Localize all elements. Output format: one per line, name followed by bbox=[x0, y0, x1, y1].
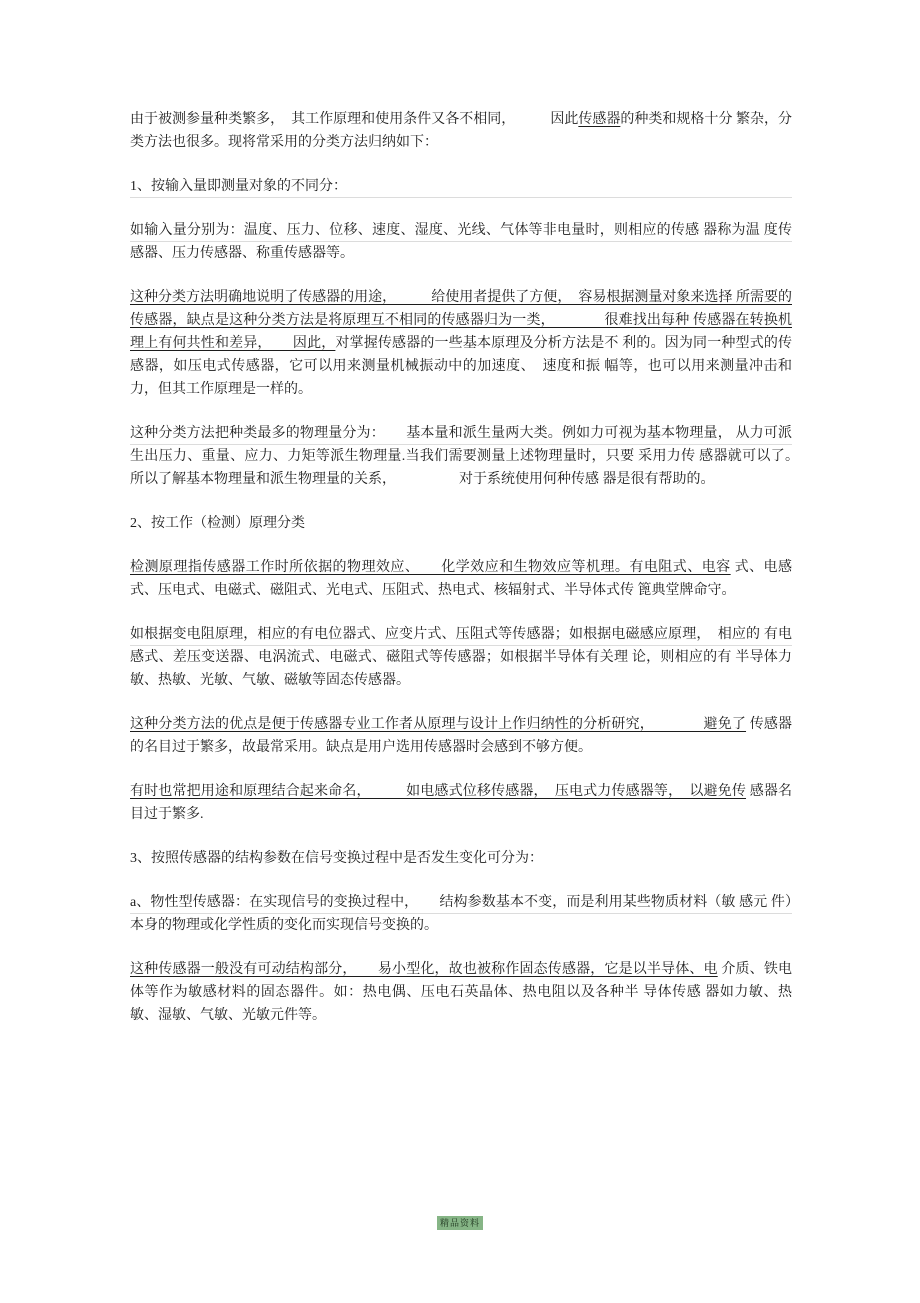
section-heading bbox=[130, 847, 792, 870]
text-run: 如根据变电阻原理，相应的有电位器式、应变片式、压阻式等传感器；如根据电磁感应原理， 相应的 有电感式、差压变送器、电涡流式、电磁式、磁阻式等传感器；如根据半导体有关理 论，则相应的有 半导体力敏、热敏、光敏、气敏、磁敏等固态传感器。 bbox=[130, 627, 792, 688]
underlined-text-run: 这种分类方法明确地说明了传感器的用途， 给使用者提供了方便， 容易根据测量对象来选择 所需要的传感器，缺点是这种分类方法是将原理互不相同的传感器归为一类， 很难找出每种 传感器在转换机理上有何共性和差异， 因此， bbox=[130, 290, 792, 351]
section-heading bbox=[130, 175, 792, 198]
text-run: 式、电感式、压电式、电磁式、磁阻式、光电式、压阻式、热电式、核辐射式、半导体式传 篦典堂牌命守。 bbox=[130, 560, 793, 598]
paragraph bbox=[130, 556, 792, 602]
paragraph bbox=[130, 108, 792, 154]
paragraph bbox=[130, 286, 792, 401]
paragraph bbox=[130, 958, 792, 1027]
paragraph bbox=[130, 713, 792, 759]
text-run: 2、按工作（检测）原理分类 bbox=[130, 516, 305, 531]
text-run: 由于被测参量种类繁多， 其工作原理和使用条件又各不相同， 因此 bbox=[130, 112, 579, 127]
page-footer bbox=[0, 1213, 920, 1231]
text-run: 的种类和规格十分 繁杂，分类方法也很多。现将常采用的分类方法归纳如下： bbox=[130, 112, 792, 150]
paragraph bbox=[130, 780, 792, 826]
document-body bbox=[130, 108, 806, 1048]
underlined-text-run: 这种分类方法的优点是便于传感器专业工作者从原理与设计上作归纳性的分析研究， 避免了 bbox=[130, 717, 747, 732]
text-run: 传感器的名目过于繁多，故最常采用。缺点是用户选用传感器时会感到不够方便。 bbox=[130, 717, 793, 755]
paragraph bbox=[130, 219, 792, 265]
text-run: 3、按照传感器的结构参数在信号变换过程中是否发生变化可分为： bbox=[130, 851, 543, 866]
text-run: 1、按输入量即测量对象的不同分： bbox=[130, 179, 347, 194]
text-run: a、物性型传感器：在实现信号的变换过程中， 结构参数基本不变，而是利用某些物质材料（敏 感元 件）本身的物理或化学性质的变化而实现信号变换的。 bbox=[130, 895, 792, 933]
text-run: 这种分类方法把种类最多的物理量分为： 基本量和派生量两大类。例如力可视为基本物理量， 从力可派生出压力、重量、应力、力矩等派生物理量.当我们需要测量上述物理量时，只要 采用力传 感器就可以了。 所以了解基本物理量和派生物理量的关系， 对于系统使用何种传感 器是很有帮助的。 bbox=[130, 426, 806, 487]
text-run: 如输入量分别为：温度、压力、位移、速度、湿度、光线、气体等非电量时，则相应的传感 器称为温 度传感器、压力传感器、称重传感器等。 bbox=[130, 223, 792, 261]
text-run: 感器名目过于繁多. bbox=[130, 784, 792, 822]
paragraph bbox=[130, 623, 792, 692]
underlined-text-run: 这种传感器一般没有可动结构部分， 易小型化，故也被称作固态传感器，它是以半导体、电 bbox=[130, 962, 718, 977]
underlined-text-run: 检测原理指传感器工作时所依据的物理效应、 化学效应和生物效应等机理。有电阻式、电容 bbox=[130, 560, 731, 575]
paragraph bbox=[130, 422, 806, 491]
underlined-text-run: 有时也常把用途和原理结合起来命名， 如电感式位移传感器， 压电式力传感器等， 以避免传 bbox=[130, 784, 747, 799]
underlined-text-run: 传感器 bbox=[578, 112, 621, 127]
paragraph bbox=[130, 891, 792, 937]
watermark-badge: 精品资料 bbox=[437, 1216, 483, 1230]
section-heading bbox=[130, 512, 792, 535]
text-run: 介质、铁电体等作为敏感材料的固态器件。如：热电偶、压电石英晶体、热电阻以及各种半 导体传感 器如力敏、热敏、湿敏、气敏、光敏元件等。 bbox=[130, 962, 793, 1023]
text-run: 对掌握传感器的一些基本原理及分析方法是不 利的。因为同一种型式的传感器，如压电式传感器，它可以用来测量机械振动中的加速度、 速度和振 幅等，也可以用来测量冲击和力，但其工作原理是一样的。 bbox=[130, 336, 793, 397]
